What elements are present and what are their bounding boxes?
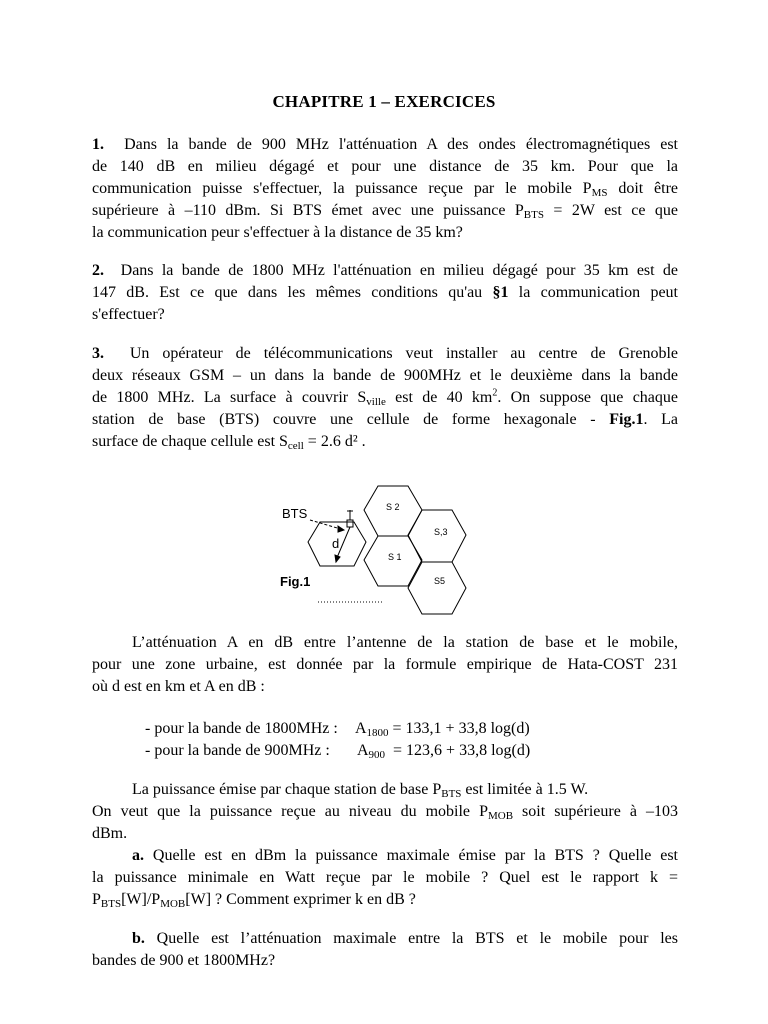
page-title: CHAPITRE 1 – EXERCICES <box>272 92 496 111</box>
exercise-number: 2. <box>92 262 104 279</box>
exercise-number: 1. <box>92 136 104 153</box>
text-fragment: 147 dB. Est ce que dans les mêmes conditions qu'au <box>92 284 493 301</box>
text-line: Un opérateur de télécommunications veut installer au centre de Grenoble <box>129 345 679 362</box>
subscript: MOB <box>160 898 186 910</box>
exercise-1 <box>92 134 678 244</box>
text-line: deux réseaux GSM – un dans la bande de 900MHz et le deuxième dans la bande <box>92 367 678 384</box>
text-fragment: . On suppose que chaque <box>497 389 679 406</box>
formula-expression: = 123,6 + 33,8 log(d) <box>385 742 531 759</box>
formula-expression: = 133,1 + 33,8 log(d) <box>388 720 530 737</box>
exercise-3 <box>92 343 678 453</box>
cell-label-s2: S 2 <box>386 502 400 512</box>
subscript: BTS <box>100 898 122 910</box>
radius-arrow-head <box>335 555 340 562</box>
subscript: 900 <box>368 749 386 761</box>
text-fragment: la communication peut <box>508 284 679 301</box>
exercise-2 <box>92 260 678 326</box>
subscript: BTS <box>523 209 544 221</box>
text-fragment: est de 40 km <box>385 389 493 406</box>
question-b <box>92 928 678 972</box>
figure-caption: Fig.1 <box>280 574 311 589</box>
exercise-number: 3. <box>92 345 104 362</box>
subscript: MOB <box>487 810 514 822</box>
text-line: où d est en km et A en dB : <box>92 678 265 695</box>
text-line: L’atténuation A en dB entre l’antenne de la station de base et le mobile, <box>132 634 678 651</box>
text-fragment: P <box>92 891 101 908</box>
text-line: dBm. <box>92 825 128 842</box>
text-fragment: surface de chaque cellule est S <box>92 433 288 450</box>
text-fragment: soit supérieure à –103 <box>513 803 678 820</box>
text-fragment: station de base (BTS) couvre une cellule de forme hexagonale - <box>92 411 610 428</box>
text-fragment: supérieure à –110 dBm. Si BTS émet avec une puissance P <box>92 202 524 219</box>
text-fragment: = 2.6 d² . <box>303 433 366 450</box>
formula-label: - pour la bande de 1800MHz : <box>145 720 338 737</box>
formula-900 <box>145 740 530 762</box>
hata-intro <box>92 632 678 698</box>
subscript: cell <box>287 440 304 452</box>
text-fragment: [W]/P <box>121 891 161 908</box>
formula-var: A <box>356 742 369 759</box>
text-fragment: La puissance émise par chaque station de base P <box>132 781 442 798</box>
question-a <box>92 845 678 911</box>
text-fragment: = 2W est ce que <box>543 202 678 219</box>
bts-label: BTS <box>282 506 308 521</box>
power-constraints <box>92 779 678 845</box>
cell-diagram <box>270 480 510 620</box>
text-fragment: Quelle est l’atténuation maximale entre la BTS et le mobile pour les <box>144 930 678 947</box>
formula-var: A <box>354 720 367 737</box>
cell-label-s1: S 1 <box>388 552 402 562</box>
antenna-box <box>347 520 353 527</box>
text-fragment: [W] ? Comment exprimer k en dB ? <box>185 891 416 908</box>
cell-label-s3: S,3 <box>434 527 448 537</box>
text-fragment: doit être <box>607 180 678 197</box>
text-fragment: On veut que la puissance reçue au niveau du mobile P <box>92 803 488 820</box>
formula-label: - pour la bande de 900MHz : <box>145 742 330 759</box>
text-line: bandes de 900 et 1800MHz? <box>92 952 276 969</box>
subscript: 1800 <box>366 727 389 739</box>
text-line: de 140 dB en milieu dégagé et pour une distance de 35 km. Pour que la <box>92 158 678 175</box>
superscript: 2 <box>492 387 498 399</box>
text-fragment: est limitée à 1.5 W. <box>461 781 589 798</box>
figure-ref: Fig.1 <box>609 411 644 428</box>
text-line: la puissance minimale en Watt reçue par le mobile ? Quel est le rapport k = <box>92 869 678 886</box>
text-fragment: Quelle est en dBm la puissance maximale émise par la BTS ? Quelle est <box>144 847 678 864</box>
d-label: d <box>332 536 340 551</box>
subscript: MS <box>591 187 608 199</box>
subscript: ville <box>366 396 386 408</box>
text-line: la communication peur s'effectuer à la distance de 35 km? <box>92 224 463 241</box>
bts-pointer-head <box>338 526 344 532</box>
text-line: pour une zone urbaine, est donnée par la formule empirique de Hata-COST 231 <box>92 656 678 673</box>
text-line: Dans la bande de 1800 MHz l'atténuation en milieu dégagé pour 35 km est de <box>120 262 679 279</box>
text-line: Dans la bande de 900 MHz l'atténuation A des ondes électromagnétiques est <box>124 136 679 153</box>
text-fragment: de 1800 MHz. La surface à couvrir S <box>92 389 367 406</box>
subscript: BTS <box>441 788 462 800</box>
hexagon-cell-figure <box>270 480 510 620</box>
cell-label-s5: S5 <box>434 576 446 586</box>
formula-1800 <box>145 718 530 740</box>
section-ref: §1 <box>492 284 509 301</box>
text-fragment: communication puisse s'effectuer, la puissance reçue par le mobile P <box>92 180 592 197</box>
question-label: b. <box>132 930 145 947</box>
text-fragment: . La <box>643 411 679 428</box>
question-label: a. <box>132 847 144 864</box>
text-line: s'effectuer? <box>92 306 165 323</box>
